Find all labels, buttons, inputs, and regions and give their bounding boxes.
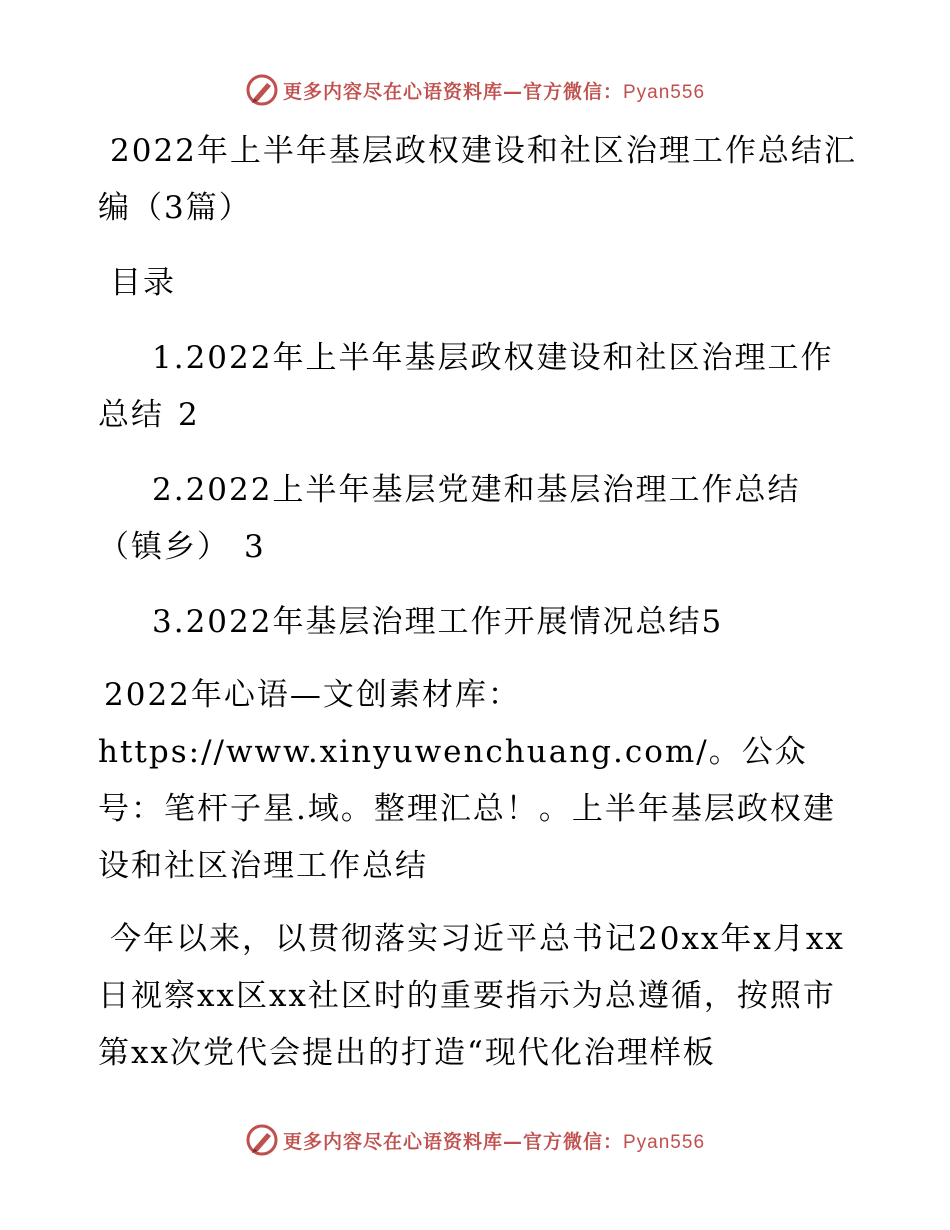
header-banner — [0, 70, 950, 110]
toc-item-label: 1.2022年上半年基层政权建设和社区治理工作总结 — [98, 340, 834, 433]
toc-item-2 — [98, 462, 858, 576]
footer-banner — [0, 1120, 950, 1160]
toc-item-page: 3 — [244, 529, 266, 565]
toc-heading: 目录 — [110, 265, 176, 301]
toc-item-label: 3.2022年基层治理工作开展情况总结 — [152, 604, 702, 640]
pen-logo-icon — [245, 1123, 279, 1157]
footer-contact: Pyan556 — [623, 1131, 706, 1153]
toc-item-3 — [98, 594, 858, 651]
toc-item-label: 2.2022上半年基层党建和基层治理工作总结（镇乡） — [98, 472, 801, 565]
pen-logo-icon — [245, 73, 279, 107]
toc-item-page: 2 — [178, 397, 200, 433]
header-contact: Pyan556 — [623, 81, 706, 103]
source-note: 2022年心语—文创素材库：https://www.xinyuwenchuang.com/。公众号：笔杆子星.域。整理汇总！。上半年基层政权建设和社区治理工作总结 — [98, 677, 836, 884]
body-paragraph: 今年以来，以贯彻落实习近平总书记20xx年x月xx日视察xx区xx社区时的重要指示为总遵循，按照市第xx次党代会提出的打造“现代化治理样板 — [98, 921, 845, 1071]
document-body — [98, 120, 858, 1082]
toc-item-1 — [98, 330, 858, 444]
header-banner-text: 更多内容尽在心语资料库—官方微信：Pyan556 — [282, 80, 706, 103]
toc-item-page: 5 — [701, 604, 724, 640]
document-title: 2022年上半年基层政权建设和社区治理工作总结汇编（3篇） — [98, 133, 857, 226]
footer-banner-text: 更多内容尽在心语资料库—官方微信：Pyan556 — [282, 1130, 706, 1153]
